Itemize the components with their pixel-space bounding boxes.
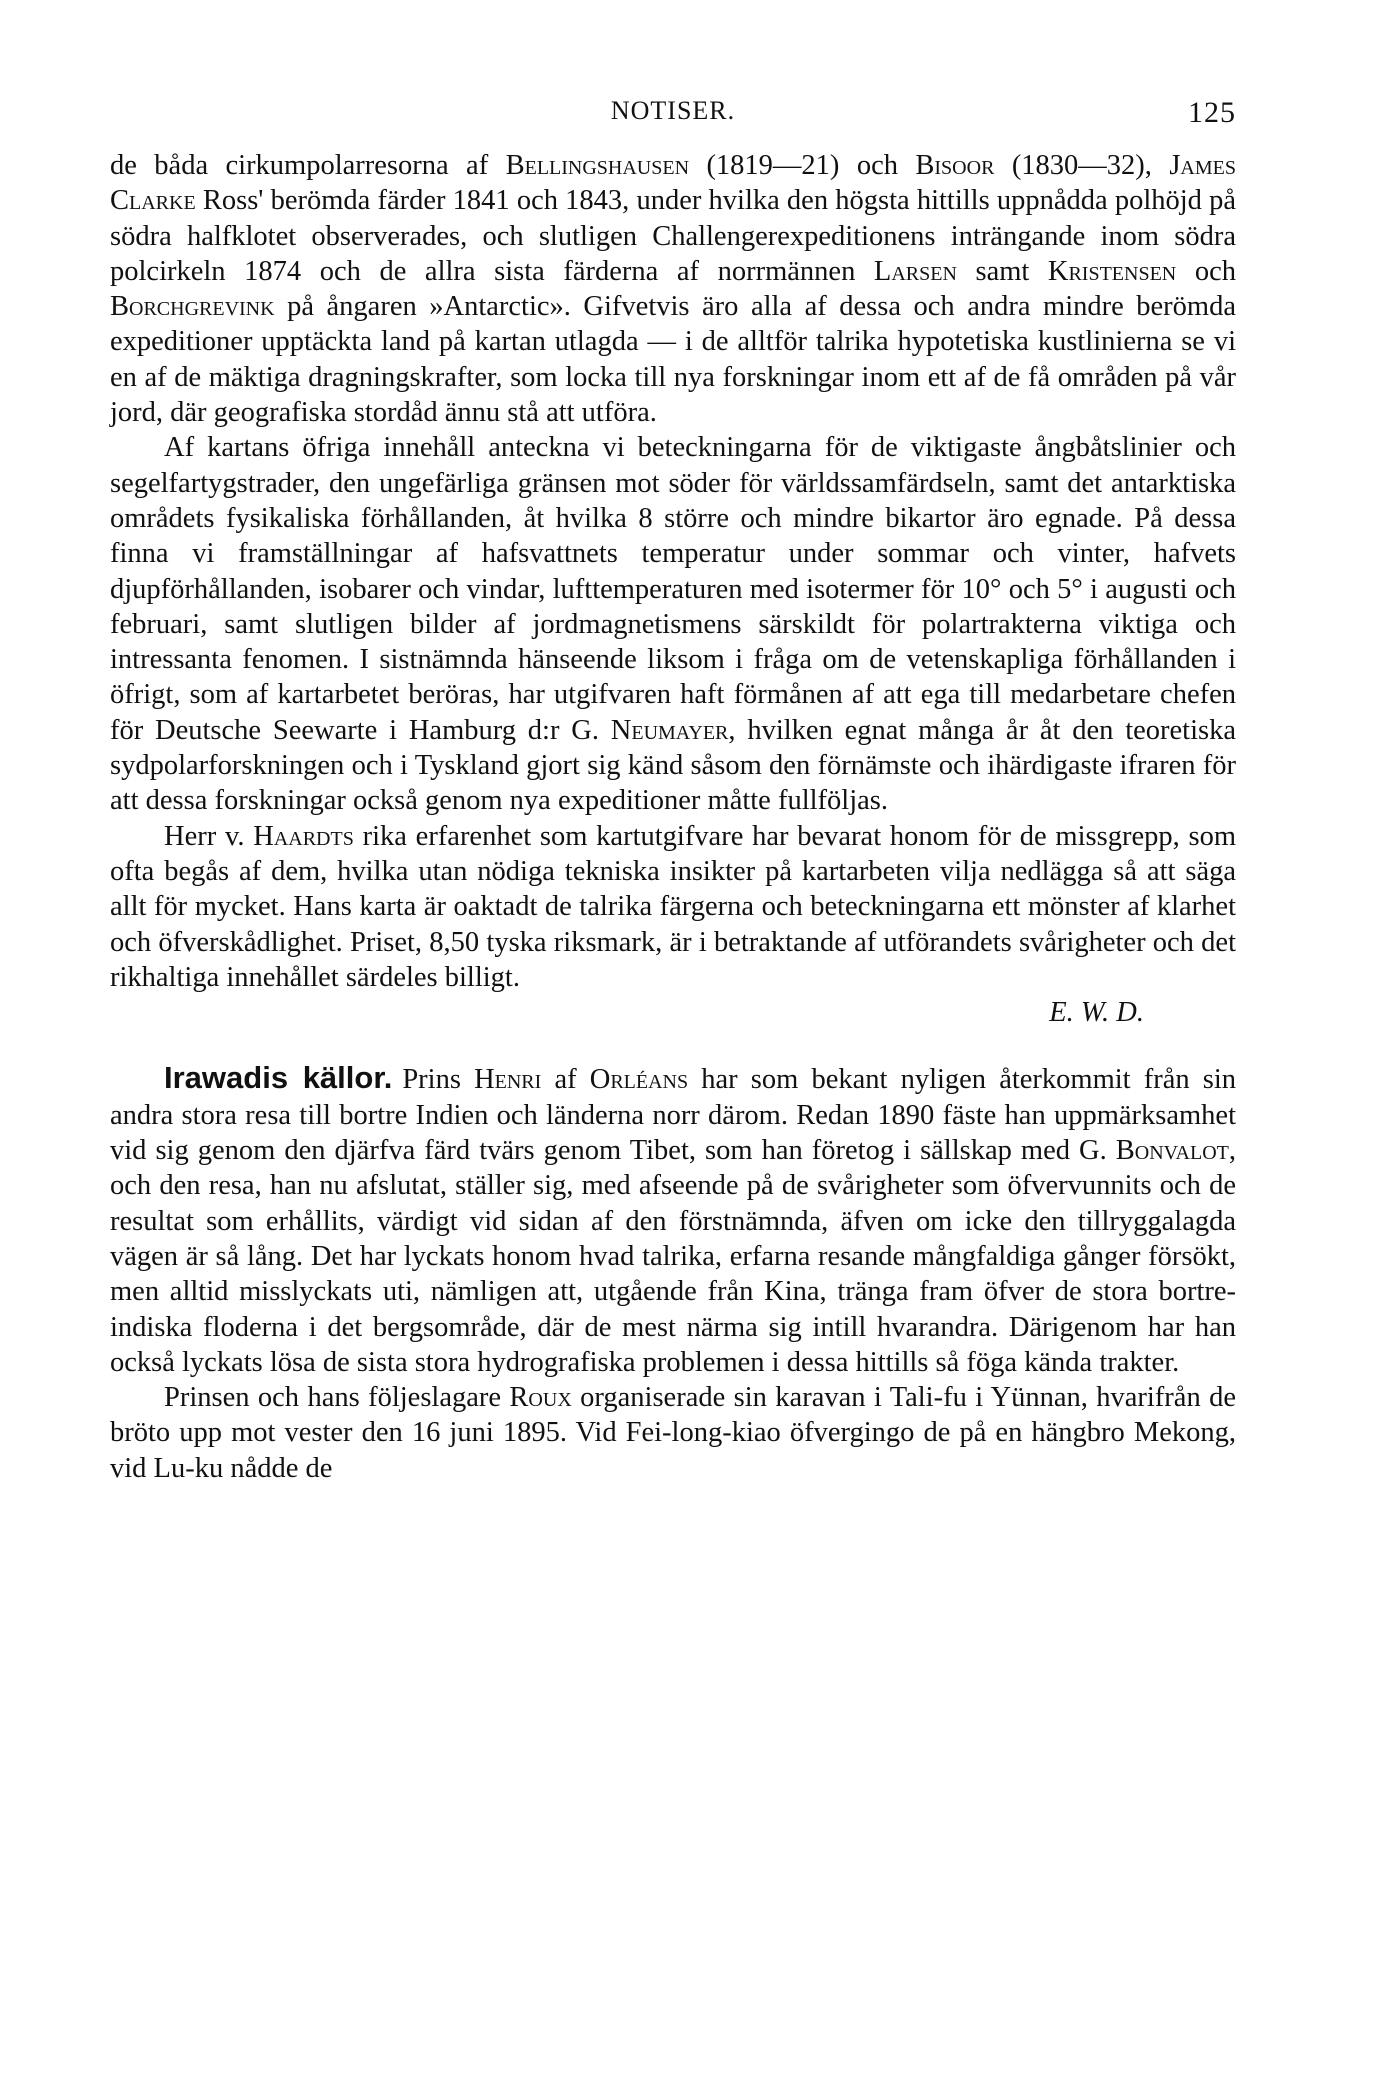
paragraph: Af kartans öfriga innehåll anteckna vi beteckningarna för de viktigaste ångbåtslinier och segelfartygstrader, den ungefärliga gränsen mot söder för världssamfärdseln, samt det antarktiska områdets fysikaliska förhållanden, åt hvilka 8 större och mindre bikartor äro egnade. På dessa finna vi framställningar af hafsvattnets temperatur under sommar och vinter, hafvets djupförhållanden, isobarer och vindar, lufttemperaturen med isotermer för 10° och 5° i augusti och februari, samt slutligen bilder af jordmagnetismens särskildt för polartrakterna viktiga och intressanta fenomen. I sistnämnda hänseende liksom i fråga om de vetenskapliga förhållanden i öfrigt, som af kartarbetet beröras, har utgifvaren haft förmånen af att ega till medarbetare chefen för Deutsche Seewarte i Hamburg d:r G. Neumayer, hvilken egnat många år åt den teoretiska sydpolarforskningen och i Tyskland gjort sig känd såsom den förnämste och ihärdigaste ifraren för att dessa forskningar också genom nya expeditioner måtte fullföljas.	[110, 432, 1236, 817]
person-name: Kristensen	[1047, 255, 1177, 287]
page	[110, 96, 1236, 1486]
person-name: Neumayer	[610, 714, 729, 746]
author-signature: E. W. D.	[1049, 997, 1144, 1029]
person-name: Bisoor	[915, 150, 995, 181]
person-name: Bellingshausen	[505, 150, 690, 181]
person-name: Haardts	[253, 820, 354, 852]
running-head: NOTISER.	[610, 96, 736, 125]
person-name: James Clarke	[110, 150, 1236, 217]
paragraph: Herr v. Haardts rika erfarenhet som kartutgifvare har bevarat honom för de missgrepp, som ofta begås af dem, hvilka utan nödiga tekniska insikter på kartarbeten vilja nedlägga så att säga allt för mycket. Hans karta är oaktadt de talrika färgerna och beteckningarna ett mönster af klarhet och öfverskådlighet. Priset, 8,50 tyska riksmark, är i betraktande af utförandets svårigheter och det rikhaltiga innehållet särdeles billigt.	[110, 820, 1236, 993]
person-name: Borchgrevink	[110, 291, 275, 323]
paragraph: Irawadis källor. Prins Henri af Orléans har som bekant nyligen återkommit från sin andra stora resa till bortre Indien och länderna norr därom. Redan 1890 fäste han uppmärksamhet vid sig genom den djärfva färd tvärs genom Tibet, som han företog i sällskap med G. Bonvalot, och den resa, han nu afslutat, ställer sig, med afseende på de svårigheter som öfvervunnits och de resultat som erhållits, värdigt vid sidan af den förstnämnda, äfven om icke den tillryggalagda vägen är så lång. Det har lyckats honom hvad talrika, erfarna resande mångfaldiga gånger försökt, men alltid misslyckats uti, nämligen att, utgående från Kina, tränga fram öfver de stora bortre-indiska floderna i det bergsområde, där de mest närma sig intill hvarandra. Därigenom har han också lyckats lösa de sista stora hydrografiska problemen i dessa hittills så föga kända trakter.	[110, 1060, 1237, 1378]
page-header	[110, 96, 1236, 136]
paragraph: Prinsen och hans följeslagare Roux organiserade sin karavan i Tali-fu i Yünnan, hvarifrån de bröto upp mot vester den 16 juni 1895. Vid Fei-long-kiao öfvergingo de på en hängbro Mekong, vid Lu-ku nådde de	[110, 1382, 1236, 1484]
person-name: Orléans	[589, 1064, 689, 1096]
person-name: Larsen	[873, 255, 957, 287]
person-name: Henri	[474, 1064, 542, 1096]
section-heading: Irawadis källor.	[164, 1060, 393, 1096]
paragraph: de båda cirkumpolarresorna af Bellingshausen (1819—21) och Bisoor (1830—32), James Clarke Ross' berömda färder 1841 och 1843, under hvilka den högsta hittills uppnådda polhöjd på södra halfklotet observerades, och slutligen Challengerexpeditionens inträngande inom södra polcirkeln 1874 och de allra sista färderna af norrmännen Larsen samt Kristensen och Borchgrevink på ångaren »Antarctic». Gifvetvis äro alla af dessa och andra mindre berömda expeditioner upptäckta land på kartan utlagda — i de alltför talrika hypotetiska kustlinierna se vi en af de mäktiga dragningskrafter, som locka till nya forskningar inom ett af de få områden på vår jord, där geografiska stordåd ännu stå att utföra.	[110, 150, 1236, 429]
person-name: Bonvalot	[1115, 1135, 1229, 1167]
page-number: 125	[1188, 96, 1236, 129]
person-name: Roux	[509, 1382, 572, 1414]
body-text	[110, 148, 1236, 1486]
